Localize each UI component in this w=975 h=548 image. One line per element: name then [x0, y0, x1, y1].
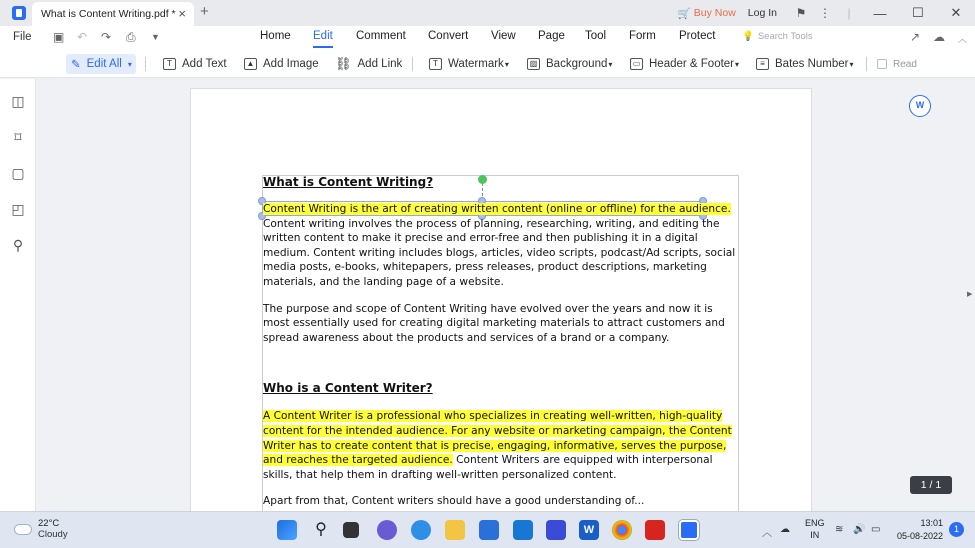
- time: 13:01: [920, 518, 943, 528]
- windows-start-icon[interactable]: [277, 520, 297, 540]
- menu-tool[interactable]: Tool: [585, 30, 607, 42]
- read-toggle[interactable]: [877, 54, 917, 74]
- pdfelement-icon[interactable]: [679, 520, 699, 540]
- watermark-button[interactable]: [429, 54, 509, 74]
- cloud-icon: [14, 524, 32, 535]
- chevron-down-icon: ▾: [504, 59, 509, 69]
- onedrive-icon[interactable]: ☁: [780, 524, 790, 535]
- bookmark-icon[interactable]: ⌑: [14, 129, 22, 145]
- comment-icon[interactable]: ▢: [11, 165, 25, 181]
- chevron-down-icon: ▾: [735, 59, 740, 69]
- toolbar-divider: [866, 57, 867, 71]
- page-indicator: 1 / 1: [910, 476, 952, 494]
- date: 05-08-2022: [896, 531, 943, 541]
- feedback-icon[interactable]: ⚑: [795, 6, 807, 20]
- expand-right-panel-icon[interactable]: ▶: [967, 291, 973, 298]
- highlighted-text: Content Writing is the art of creating written content (online or offline) for the audience.: [263, 203, 731, 215]
- chevron-down-icon: ▾: [608, 59, 613, 69]
- temperature: 22°C: [38, 518, 60, 529]
- customize-dropdown-icon[interactable]: ▼: [151, 32, 160, 42]
- new-tab-icon[interactable]: +: [200, 3, 209, 20]
- word-icon[interactable]: W: [579, 520, 599, 540]
- store-icon[interactable]: [479, 520, 499, 540]
- cloud-upload-icon[interactable]: ☁: [933, 30, 945, 44]
- bates-number-icon: ≡: [756, 58, 769, 70]
- text-icon: T: [163, 58, 176, 70]
- minimize-icon[interactable]: —: [873, 5, 887, 21]
- add-image-label: Add Image: [263, 58, 319, 70]
- toolbar-divider: [412, 57, 413, 71]
- show-hidden-icons[interactable]: ︿: [762, 528, 772, 539]
- login-button[interactable]: Log In: [747, 7, 777, 19]
- task-view-icon[interactable]: [343, 522, 359, 538]
- file-menu[interactable]: File: [13, 31, 32, 43]
- read-label: Read: [893, 58, 917, 70]
- read-checkbox[interactable]: [877, 59, 887, 69]
- add-text-button[interactable]: [163, 54, 227, 74]
- maximize-icon[interactable]: ☐: [912, 5, 924, 20]
- watermark-icon: T: [429, 58, 442, 70]
- chat-icon[interactable]: [377, 520, 397, 540]
- menu-protect[interactable]: Protect: [679, 30, 716, 42]
- document-tab[interactable]: [32, 2, 194, 26]
- chevron-down-icon: ▾: [849, 59, 854, 69]
- header-footer-label: Header & Footer: [649, 58, 735, 70]
- weather-widget[interactable]: [14, 518, 68, 540]
- header-footer-icon: ▭: [630, 58, 643, 70]
- highlighted-text: A Content Writer is a professional who specializes in creating well-written, high-quality content for the intended audience. For any website or marketing campaign, the Content Writer has to create content that is precise, engaging, informative, serves the purpose, and reaches the targeted audience.: [263, 410, 732, 467]
- lightbulb-icon: 💡: [742, 31, 754, 42]
- collapse-ribbon-icon[interactable]: ︿: [958, 34, 968, 44]
- translate-icon[interactable]: W: [909, 95, 931, 117]
- bates-number-button[interactable]: [756, 54, 854, 74]
- title-bar: [0, 0, 975, 26]
- buy-now-button[interactable]: [678, 7, 736, 20]
- document-text[interactable]: [262, 175, 740, 509]
- divider-icon: |: [847, 6, 851, 20]
- document-canvas: [37, 79, 975, 511]
- background-label: Background: [546, 58, 608, 70]
- menu-home[interactable]: Home: [260, 30, 291, 42]
- acrobat-icon[interactable]: [645, 520, 665, 540]
- heading-who-is-content-writer: Who is a Content Writer?: [263, 381, 433, 396]
- paragraph-3: [263, 409, 740, 482]
- cart-icon: 🛒: [677, 7, 691, 20]
- windows-taskbar: [0, 511, 975, 548]
- chevron-down-icon: ▾: [127, 59, 132, 69]
- pencil-icon: ✎: [71, 59, 81, 71]
- close-window-icon[interactable]: ✕: [950, 5, 962, 20]
- undo-icon[interactable]: ↶: [77, 30, 88, 44]
- chrome-icon[interactable]: [612, 520, 632, 540]
- edit-toolbar: [0, 50, 975, 78]
- background-button[interactable]: [527, 54, 612, 74]
- menu-edit[interactable]: Edit: [313, 30, 333, 42]
- add-image-button[interactable]: [244, 54, 319, 74]
- add-text-label: Add Text: [182, 58, 227, 70]
- more-options-icon[interactable]: ⋮: [819, 6, 831, 20]
- heading-what-is-content-writing: What is Content Writing?: [263, 175, 434, 189]
- edit-all-button[interactable]: [66, 54, 136, 74]
- search-tools-placeholder: Search Tools: [757, 31, 813, 42]
- header-footer-button[interactable]: [630, 54, 739, 74]
- thumbnails-icon[interactable]: ◫: [11, 93, 25, 109]
- notification-badge[interactable]: 1: [949, 522, 964, 537]
- search-icon[interactable]: ⚲: [315, 521, 327, 538]
- menu-bar: [0, 26, 975, 50]
- edge-icon[interactable]: [411, 520, 431, 540]
- paragraph-2: The purpose and scope of Content Writing have evolved over the years and now it is most essentially used for creating digital marketing materials to attract customers and spread awareness about the products and services of a brand or a company.: [263, 302, 725, 344]
- image-icon: ▲: [244, 58, 257, 70]
- mail-icon[interactable]: [513, 520, 533, 540]
- app-icon[interactable]: [546, 520, 566, 540]
- active-tab-indicator: [313, 46, 333, 48]
- battery-icon[interactable]: ▭: [871, 524, 881, 535]
- left-sidebar: [0, 79, 36, 511]
- file-explorer-icon[interactable]: [445, 520, 465, 540]
- search-icon[interactable]: ⚲: [12, 237, 24, 253]
- link-icon: ⛓: [335, 56, 352, 71]
- menu-page[interactable]: Page: [538, 30, 565, 42]
- clock[interactable]: [895, 517, 943, 543]
- attachment-icon[interactable]: ◰: [11, 201, 25, 217]
- language-code: ENG: [805, 518, 825, 528]
- add-link-label: Add Link: [357, 58, 403, 70]
- tab-title: What is Content Writing.pdf *: [41, 8, 176, 20]
- save-icon[interactable]: ▣: [53, 30, 65, 44]
- volume-icon[interactable]: 🔊: [853, 524, 866, 535]
- menu-form[interactable]: Form: [629, 30, 656, 42]
- paragraph-text: Content Writers are equipped with interpersonal skills, that help them in drafting well-written personalized content.: [263, 454, 713, 481]
- watermark-label: Watermark: [448, 58, 504, 70]
- print-icon[interactable]: ⎙: [126, 30, 136, 44]
- region-code: IN: [810, 530, 820, 540]
- paragraph-4: Apart from that, Content writers should have a good understanding of...: [263, 495, 645, 508]
- menu-view[interactable]: View: [491, 30, 516, 42]
- edit-all-label: Edit All: [86, 58, 122, 70]
- app-logo-icon: [12, 6, 26, 20]
- menu-comment[interactable]: Comment: [356, 30, 406, 42]
- wifi-icon[interactable]: ≋: [835, 524, 844, 535]
- tab-close-icon[interactable]: ×: [178, 6, 186, 21]
- buy-now-label: Buy Now: [693, 7, 736, 19]
- paragraph-text: Content writing involves the process of planning, researching, writing, and editing the written content to make it precise and error-free and then publishing it in a digital medium. Content writing includes blogs, articles, video scripts, podcast/Ad scripts, social media posts, e-books, whitepapers, press releases, product descriptions, marketing materials, and the landing page of a website.: [263, 217, 736, 288]
- paragraph-1: [263, 202, 740, 290]
- background-icon: ▨: [527, 58, 540, 70]
- add-link-button[interactable]: [335, 54, 402, 74]
- toolbar-divider: [145, 57, 146, 71]
- redo-icon[interactable]: ↷: [101, 30, 112, 44]
- bates-number-label: Bates Number: [775, 58, 849, 70]
- menu-convert[interactable]: Convert: [428, 30, 469, 42]
- language-indicator[interactable]: [805, 517, 825, 541]
- share-icon[interactable]: ↗: [910, 30, 921, 44]
- search-tools-field[interactable]: [742, 31, 813, 42]
- weather-condition: Cloudy: [38, 529, 68, 540]
